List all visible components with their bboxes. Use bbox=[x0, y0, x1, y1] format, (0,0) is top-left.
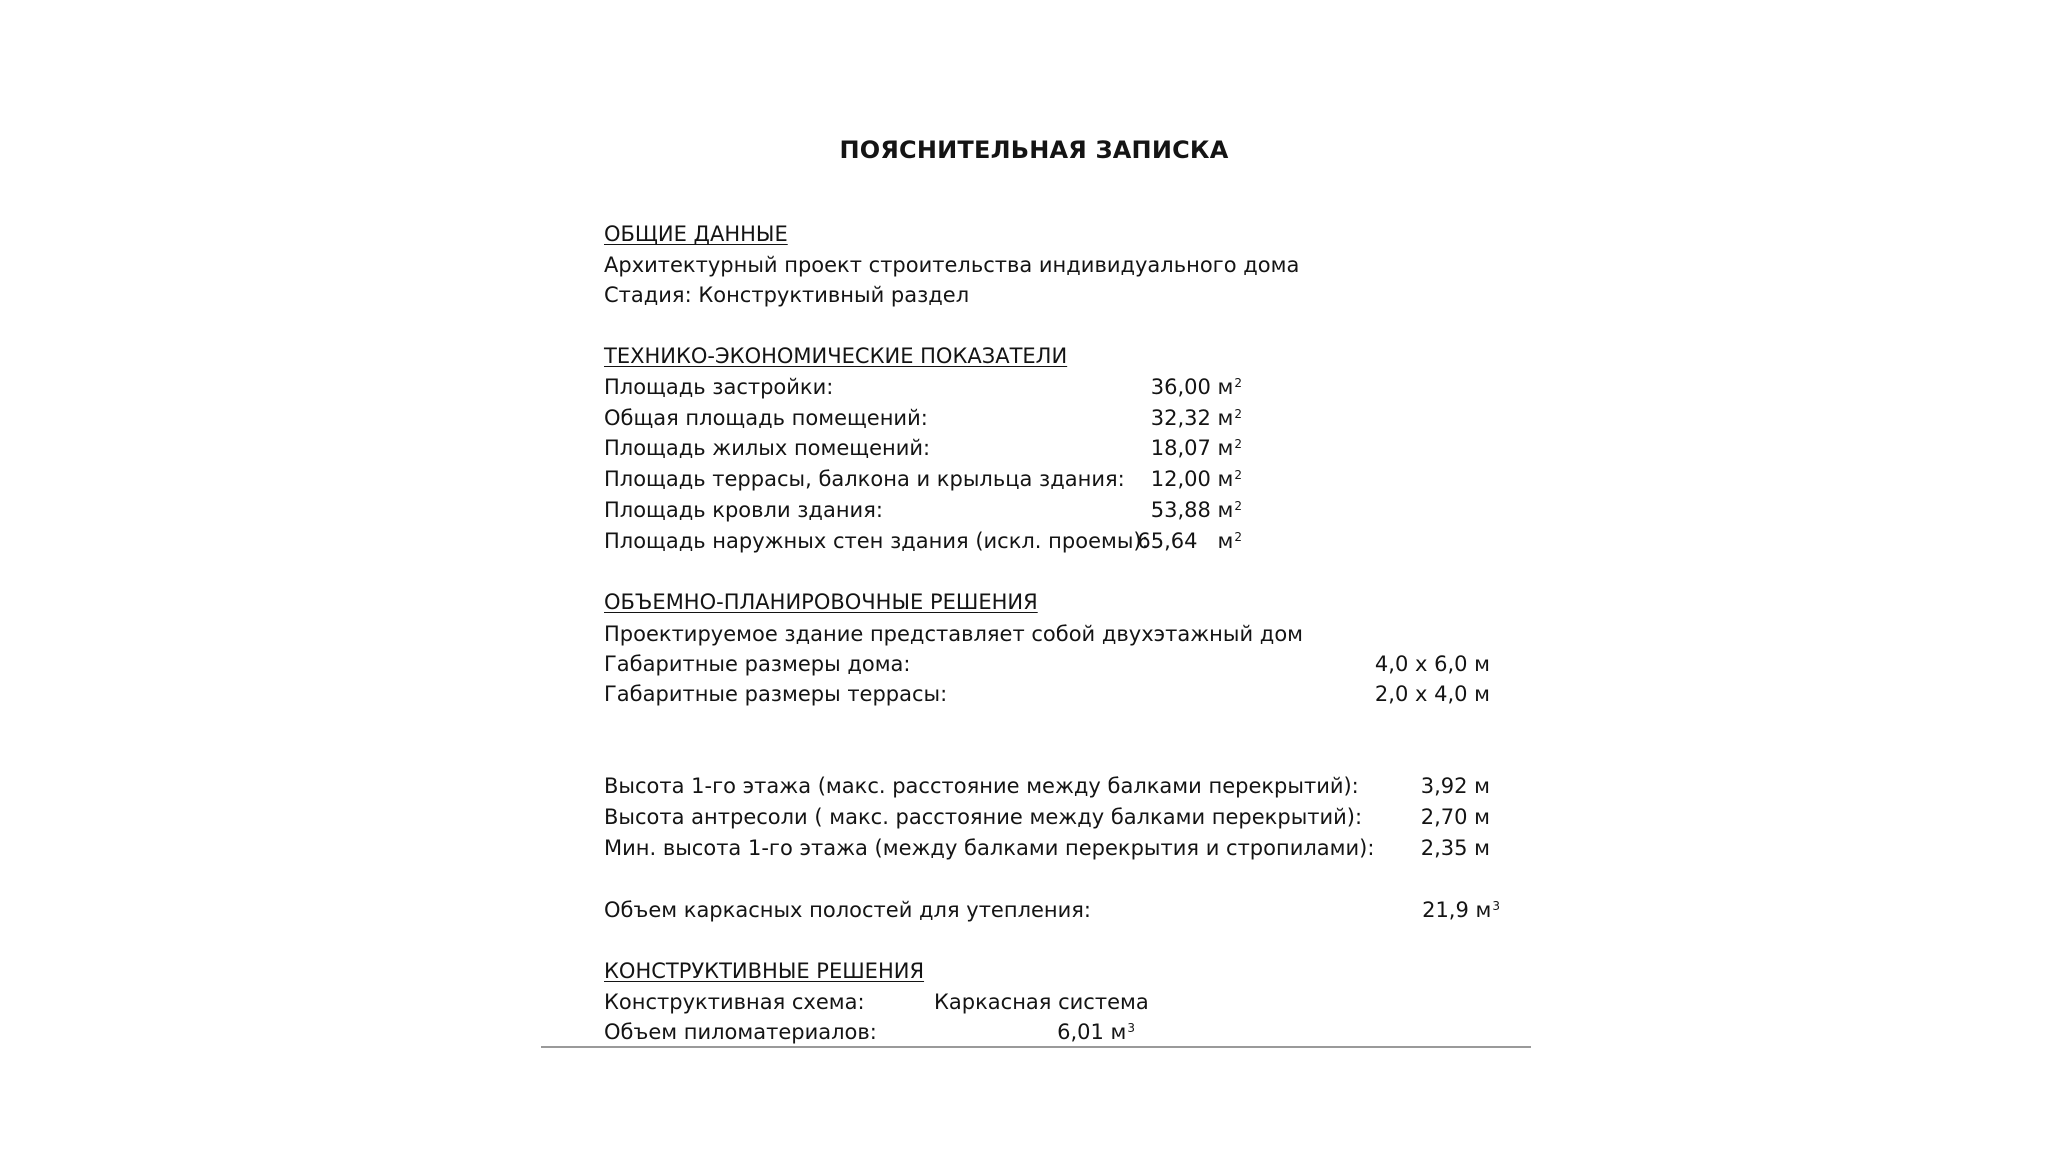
tech-row-value: 36,00 $м^2$ bbox=[1150, 375, 1242, 399]
tech-row-label: Площадь застройки: bbox=[604, 375, 834, 399]
tech-row-label: Площадь наружных стен здания (искл. проемы): bbox=[604, 529, 1149, 553]
planning-row-label: Габаритные размеры дома: bbox=[604, 652, 911, 676]
tech-row-value: 12,00 $м^2$ bbox=[1150, 467, 1242, 491]
tech-row-value: 53,88 $м^2$ bbox=[1150, 498, 1242, 522]
planning-intro: Проектируемое здание представляет собой двухэтажный дом bbox=[604, 622, 1304, 646]
height-row-value: 3,92 м bbox=[1420, 774, 1490, 798]
section-heading-planning: ОБЪЕМНО-ПЛАНИРОВОЧНЫЕ РЕШЕНИЯ bbox=[604, 590, 1038, 614]
structure-row-label: Конструктивная схема: bbox=[604, 990, 865, 1014]
tech-row-label: Площадь жилых помещений: bbox=[604, 436, 931, 460]
tech-row-value: 32,32 $м^2$ bbox=[1150, 406, 1242, 430]
planning-row-label: Габаритные размеры террасы: bbox=[604, 682, 948, 706]
section-heading-general: ОБЩИЕ ДАННЫЕ bbox=[604, 222, 788, 246]
height-row-label: Высота 1-го этажа (макс. расстояние между балками перекрытий): bbox=[604, 774, 1359, 798]
insulation-volume-label: Объем каркасных полостей для утепления: bbox=[604, 898, 1092, 922]
structure-row-label: Объем пиломатериалов: bbox=[604, 1020, 877, 1044]
tech-row-label: Площадь кровли здания: bbox=[604, 498, 883, 522]
structure-row-value: Каркасная система bbox=[934, 990, 1149, 1014]
document-title: ПОЯСНИТЕЛЬНАЯ ЗАПИСКА bbox=[839, 136, 1229, 164]
tech-row-value: 18,07 $м^2$ bbox=[1150, 436, 1242, 460]
tech-row-value: 65,64 $м^2$ bbox=[1137, 529, 1242, 553]
tech-row-label: Общая площадь помещений: bbox=[604, 406, 928, 430]
section-heading-tech: ТЕХНИКО-ЭКОНОМИЧЕСКИЕ ПОКАЗАТЕЛИ bbox=[604, 344, 1068, 368]
general-line-project: Архитектурный проект строительства индивидуального дома bbox=[604, 253, 1300, 277]
section-heading-structure: КОНСТРУКТИВНЫЕ РЕШЕНИЯ bbox=[604, 959, 925, 983]
height-row-value: 2,35 м bbox=[1420, 836, 1490, 860]
structure-row-value: 6,01 $м^3$ bbox=[1057, 1020, 1135, 1044]
planning-row-value: 2,0 х 4,0 м bbox=[1374, 682, 1490, 706]
height-row-value: 2,70 м bbox=[1420, 805, 1490, 829]
tech-row-label: Площадь террасы, балкона и крыльца здания: bbox=[604, 467, 1125, 491]
height-row-label: Высота антресоли ( макс. расстояние между балками перекрытий): bbox=[604, 805, 1363, 829]
height-row-label: Мин. высота 1-го этажа (между балками перекрытия и стропилами): bbox=[604, 836, 1375, 860]
bottom-rule bbox=[541, 1046, 1531, 1048]
insulation-volume-value: 21,9 $м^3$ bbox=[1422, 898, 1500, 922]
general-line-stage: Стадия: Конструктивный раздел bbox=[604, 283, 970, 307]
planning-row-value: 4,0 х 6,0 м bbox=[1374, 652, 1490, 676]
